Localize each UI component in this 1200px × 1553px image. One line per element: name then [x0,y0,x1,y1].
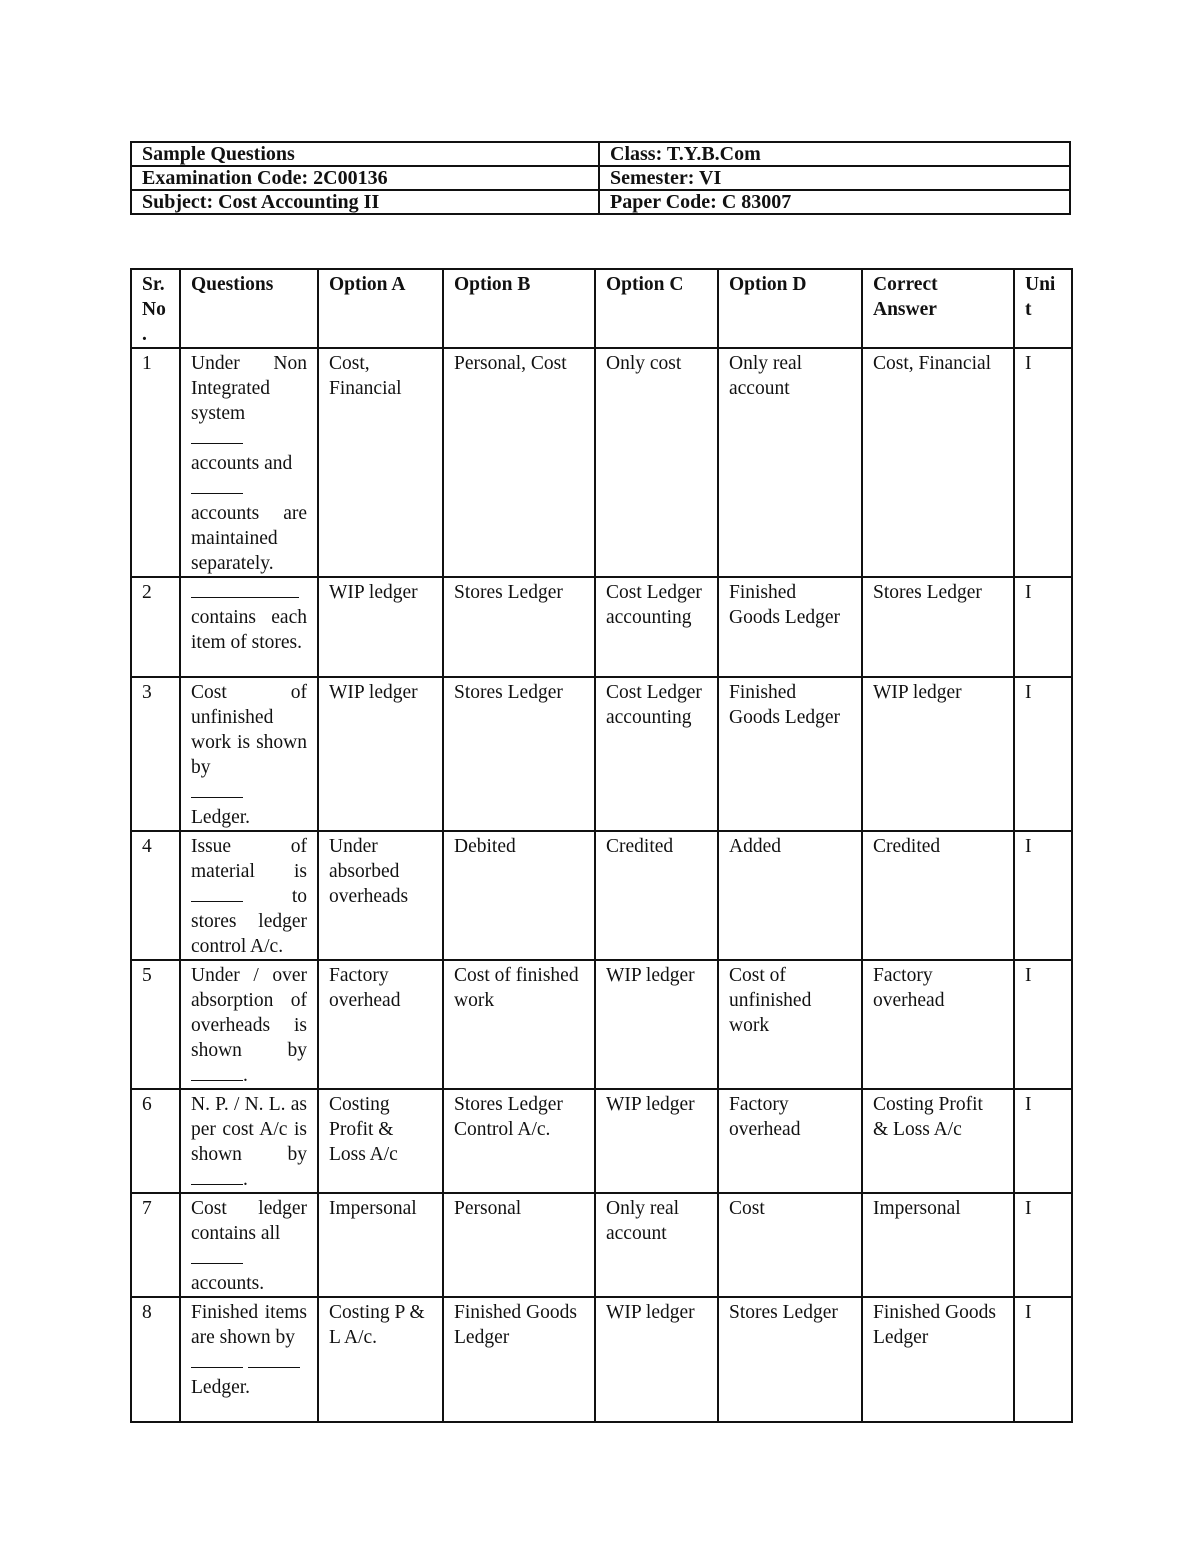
sr-no-cell: 5 [131,960,180,1089]
table-row [131,1297,1072,1422]
unit-cell: I [1014,1193,1072,1297]
sample-questions-label: Sample Questions [131,142,599,166]
option-b-cell: Personal [443,1193,595,1297]
question-cell [180,577,318,677]
col-header-option-a: Option A [318,269,443,348]
table-row [131,1089,1072,1193]
table-row [131,1193,1072,1297]
option-a-cell: Costing P & L A/c. [318,1297,443,1422]
question-text: Under / over absorption of overheads is shown by [191,965,307,1061]
option-d-cell: Cost [718,1193,862,1297]
answer-blank [191,1167,243,1185]
question-cell [180,960,318,1089]
option-b-cell: Stores Ledger [443,577,595,677]
correct-answer-cell: WIP ledger [862,677,1014,831]
answer-blank [191,780,243,798]
table-row [131,677,1072,831]
option-c-cell: Only real account [595,1193,718,1297]
option-c-cell: WIP ledger [595,960,718,1089]
question-text: Cost ledger contains all [191,1198,307,1244]
question-cell [180,1193,318,1297]
sr-no-cell: 3 [131,677,180,831]
info-row [131,190,1070,214]
question-text: Issue of material is [191,836,307,882]
question-cell [180,348,318,577]
class-label: Class: T.Y.B.Com [599,142,1070,166]
option-d-cell: Only real account [718,348,862,577]
sr-no-cell: 6 [131,1089,180,1193]
option-c-cell: WIP ledger [595,1297,718,1422]
info-row [131,166,1070,190]
question-text: N. P. / N. L. as per cost A/c is shown by [191,1094,307,1165]
question-text: accounts and [191,453,293,474]
unit-cell: I [1014,1089,1072,1193]
question-text: to stores ledger control A/c. [191,886,307,957]
option-c-cell: WIP ledger [595,1089,718,1193]
question-text: accounts. [191,1273,265,1294]
exam-code-label: Examination Code: 2C00136 [131,166,599,190]
unit-cell: I [1014,1297,1072,1422]
table-row [131,348,1072,577]
option-c-cell: Only cost [595,348,718,577]
answer-blank [191,476,243,494]
sr-no-cell: 1 [131,348,180,577]
answer-blank [191,884,243,902]
option-d-cell: Finished Goods Ledger [718,677,862,831]
subject-label: Subject: Cost Accounting II [131,190,599,214]
option-a-cell: WIP ledger [318,677,443,831]
option-a-cell: Impersonal [318,1193,443,1297]
option-b-cell: Stores Ledger [443,677,595,831]
question-text: accounts are maintained separately. [191,503,307,574]
option-b-cell: Debited [443,831,595,960]
unit-cell: I [1014,960,1072,1089]
answer-blank [191,1063,243,1081]
correct-answer-cell: Finished Goods Ledger [862,1297,1014,1422]
option-d-cell: Finished Goods Ledger [718,577,862,677]
info-row [131,142,1070,166]
question-cell [180,677,318,831]
exam-info-table [130,141,1071,215]
unit-cell: I [1014,577,1072,677]
correct-answer-cell: Factory overhead [862,960,1014,1089]
option-d-cell: Cost of unfinished work [718,960,862,1089]
sr-no-cell: 2 [131,577,180,677]
option-b-cell: Cost of finished work [443,960,595,1089]
option-d-cell: Stores Ledger [718,1297,862,1422]
option-b-cell: Finished Goods Ledger [443,1297,595,1422]
table-row [131,831,1072,960]
question-text: Ledger. [191,1377,251,1398]
question-text: Ledger. [191,807,251,828]
option-d-cell: Added [718,831,862,960]
answer-blank [191,426,243,444]
question-text: . [243,1065,248,1086]
question-text: Cost of unfinished work is shown by [191,682,307,778]
question-cell [180,831,318,960]
table-row [131,960,1072,1089]
col-header-unit: Uni t [1014,269,1072,348]
option-a-cell: WIP ledger [318,577,443,677]
option-a-cell: Factory overhead [318,960,443,1089]
paper-code-label: Paper Code: C 83007 [599,190,1070,214]
unit-cell: I [1014,831,1072,960]
question-text: contains each item of stores. [191,607,307,653]
option-a-cell: Under absorbed overheads [318,831,443,960]
option-c-cell: Cost Ledger accounting [595,677,718,831]
question-cell [180,1297,318,1422]
question-cell [180,1089,318,1193]
header-row [131,269,1072,348]
question-text: Under Non Integrated system [191,353,307,424]
question-text: Finished items are shown by [191,1302,307,1348]
option-a-cell: Cost, Financial [318,348,443,577]
answer-blank [191,580,299,598]
sr-no-cell: 8 [131,1297,180,1422]
semester-label: Semester: VI [599,166,1070,190]
option-c-cell: Credited [595,831,718,960]
option-b-cell: Personal, Cost [443,348,595,577]
table-row [131,577,1072,677]
answer-blank [248,1350,300,1368]
question-text: . [243,1169,248,1190]
questions-table [130,268,1073,1423]
col-header-sr-no: Sr. No . [131,269,180,348]
option-a-cell: Costing Profit & Loss A/c [318,1089,443,1193]
correct-answer-cell: Cost, Financial [862,348,1014,577]
correct-answer-cell: Credited [862,831,1014,960]
unit-cell: I [1014,348,1072,577]
sr-no-cell: 7 [131,1193,180,1297]
col-header-option-d: Option D [718,269,862,348]
answer-blank [191,1246,243,1264]
option-b-cell: Stores Ledger Control A/c. [443,1089,595,1193]
answer-blank [191,1350,243,1368]
option-c-cell: Cost Ledger accounting [595,577,718,677]
unit-cell: I [1014,677,1072,831]
correct-answer-cell: Stores Ledger [862,577,1014,677]
col-header-option-b: Option B [443,269,595,348]
col-header-option-c: Option C [595,269,718,348]
col-header-correct-answer: Correct Answer [862,269,1014,348]
option-d-cell: Factory overhead [718,1089,862,1193]
correct-answer-cell: Impersonal [862,1193,1014,1297]
col-header-questions: Questions [180,269,318,348]
sr-no-cell: 4 [131,831,180,960]
correct-answer-cell: Costing Profit & Loss A/c [862,1089,1014,1193]
